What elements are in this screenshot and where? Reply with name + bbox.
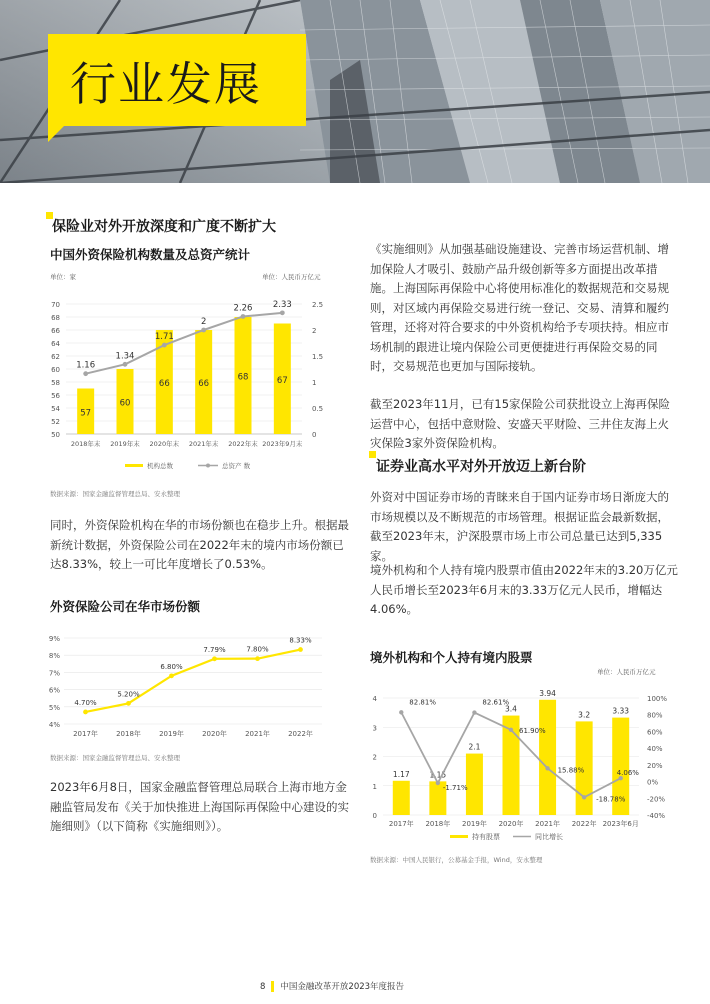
bar-value-label: 3.2 <box>578 710 591 720</box>
y-left-tick-label: 64 <box>51 340 60 348</box>
chart3-source: 数据来源：中国人民银行，公募基金手报，Wind，安永整理 <box>370 856 543 864</box>
y-left-tick-label: 54 <box>51 405 60 413</box>
y-left-tick-label: 62 <box>51 353 60 361</box>
line-value-label: 5.20% <box>117 690 140 699</box>
line-value-label: 15.88% <box>557 766 585 775</box>
right-paragraph-2 <box>370 395 680 458</box>
bar-value-label: 57 <box>80 408 92 419</box>
y-right-tick-label: 0.5 <box>312 405 324 413</box>
bar-value-label: 3.33 <box>612 706 630 716</box>
x-tick-label: 2019年 <box>462 820 487 828</box>
chart1-unit-left: 单位：家 <box>50 273 76 281</box>
chart-insurance-institutions <box>30 290 330 480</box>
y-right-tick-label: 2 <box>312 327 317 335</box>
point-yoy-growth <box>436 781 440 785</box>
chart1-title: 中国外资保险机构数量及总资产统计 <box>50 247 251 262</box>
x-tick-label: 2023年6月 <box>602 820 639 828</box>
y-right-tick-label: 0 <box>312 431 317 439</box>
y-right-tick-label: 2.5 <box>312 301 324 309</box>
point-assets <box>123 362 128 367</box>
line-value-label: 6.80% <box>160 662 183 671</box>
legend-swatch-bar <box>125 464 143 467</box>
point-assets <box>241 314 246 319</box>
right-paragraph-2-text: 截至2023年11月，已有15家保险公司获批设立上海再保险运营中心，包括中意财险、安盛天平财险、三井住友海上火灾保险3家外资保险机构。 <box>370 397 671 450</box>
right-paragraph-3-text: 外资对中国证券市场的青睐来自于国内证券市场日渐庞大的市场规模以及不断规范的市场管理。根据证监会最新数据，截至2023年末，沪深股票市场上市公司总量已达到5,335家。 <box>370 490 669 563</box>
footer-text: 中国金融改革开放2023年度报告 <box>280 982 405 992</box>
x-tick-label: 2020年 <box>498 820 524 828</box>
y-right-tick-label: 80% <box>647 711 663 720</box>
line-value-label: 2.33 <box>272 299 292 310</box>
point-assets <box>280 310 285 315</box>
x-tick-label: 2018年 <box>116 730 141 738</box>
bar-value-label: 3.4 <box>505 704 517 714</box>
point-market-share <box>212 656 217 661</box>
chart3-title: 境外机构和个人持有境内股票 <box>370 650 533 665</box>
line-value-label: 1.16 <box>76 360 96 371</box>
point-market-share <box>255 656 260 661</box>
legend-swatch-point <box>206 464 210 468</box>
y-tick-label: 9% <box>48 635 60 643</box>
chart2-source: 数据来源：国家金融监督管理总局、安永整理 <box>50 754 180 762</box>
point-market-share <box>298 647 303 652</box>
line-market-share <box>86 650 301 712</box>
right-paragraph-4 <box>370 561 680 624</box>
point-yoy-growth <box>545 766 549 770</box>
line-value-label: 4.70% <box>74 698 97 707</box>
y-tick-label: 7% <box>48 669 60 678</box>
line-value-label: 82.81% <box>409 698 436 707</box>
title-box-notch <box>48 126 64 142</box>
left-paragraph-2 <box>50 778 350 841</box>
y-left-tick-label: 1 <box>372 782 377 791</box>
chart1-unit-right: 单位：人民币万亿元 <box>262 273 321 281</box>
x-tick-label: 2019年 <box>159 730 184 738</box>
section-title-insurance: 保险业对外开放深度和广度不断扩大 <box>52 219 276 235</box>
point-market-share <box>83 710 88 715</box>
legend-label-bar: 机构总数 <box>147 462 173 470</box>
point-assets <box>201 328 206 333</box>
x-tick-label: 2022年 <box>288 730 313 738</box>
line-value-label: 1.71 <box>154 332 174 343</box>
y-right-tick-label: 60% <box>647 728 663 737</box>
y-right-tick-label: 1.5 <box>312 353 324 361</box>
y-left-tick-label: 4 <box>372 695 377 703</box>
page-number: 8 <box>260 982 266 992</box>
y-left-tick-label: 66 <box>51 327 60 335</box>
x-tick-label: 2022年末 <box>228 440 258 448</box>
right-paragraph-1-text: 《实施细则》从加强基础设施建设、完善市场运营机制、增加保险人才吸引、鼓励产品升级创新等多方面提出改革措施。上海国际再保险中心将使用标准化的数据规范和交易规则，对区域内再保险交易进行统一登记、交易、清算和履约管理，还将对符合要求的中外资机构给予专项扶持。相应市场机制的跟进让境内保险公司更便捷进行再保险交易的同时，交易规范也更加与国际接轨。 <box>370 242 669 373</box>
line-value-label: 61.90% <box>519 726 546 735</box>
bar-value-label: 1.15 <box>429 770 447 780</box>
y-left-tick-label: 56 <box>51 392 60 400</box>
bar-value-label: 60 <box>119 398 131 409</box>
y-right-tick-label: -20% <box>647 795 666 804</box>
bar-holdings <box>539 700 556 815</box>
right-paragraph-3 <box>370 488 680 570</box>
legend-label-bar: 持有股票 <box>472 833 500 841</box>
chart-market-share <box>30 628 330 743</box>
section-title-securities: 证券业高水平对外开放迈上新台阶 <box>376 459 586 475</box>
x-tick-label: 2020年末 <box>149 440 180 448</box>
right-paragraph-4-text: 境外机构和个人持有境内股票市值由2022年末的3.20万亿元人民币增长至2023年6月末的3.33万亿元人民币，增幅达4.06%。 <box>370 563 678 616</box>
left-paragraph-1 <box>50 516 350 579</box>
chart3-unit: 单位：人民币万亿元 <box>597 668 656 676</box>
line-value-label: 1.34 <box>115 351 135 362</box>
y-left-tick-label: 60 <box>51 366 60 374</box>
point-yoy-growth <box>582 795 586 799</box>
point-assets <box>162 343 167 348</box>
y-right-tick-label: 40% <box>647 745 663 754</box>
point-market-share <box>169 673 174 678</box>
point-yoy-growth <box>472 710 476 714</box>
legend-label-line: 同比增长 <box>535 833 563 841</box>
y-left-tick-label: 68 <box>51 314 60 322</box>
bar-value-label: 66 <box>158 379 170 389</box>
x-tick-label: 2020年 <box>202 730 227 738</box>
section-marker <box>369 451 376 458</box>
line-value-label: 2 <box>200 317 207 327</box>
line-value-label: 2.26 <box>233 303 253 314</box>
page-footer <box>260 980 404 992</box>
chart1-source: 数据来源：国家金融监督管理总局、安永整理 <box>50 490 180 498</box>
y-right-tick-label: 0% <box>647 778 659 787</box>
point-market-share <box>126 701 131 706</box>
y-right-tick-label: 100% <box>647 695 668 703</box>
x-tick-label: 2021年末 <box>188 440 219 448</box>
point-assets <box>83 371 88 376</box>
y-tick-label: 5% <box>48 703 60 712</box>
y-right-tick-label: 1 <box>312 379 317 387</box>
x-tick-label: 2019年末 <box>110 440 140 448</box>
bar-holdings <box>393 781 410 815</box>
bar-value-label: 3.94 <box>539 688 556 698</box>
bar-value-label: 67 <box>276 375 288 386</box>
x-tick-label: 2022年 <box>571 820 597 828</box>
page-title: 行业发展 <box>70 57 262 111</box>
line-value-label: 4.06% <box>616 769 639 778</box>
y-left-tick-label: 3 <box>372 724 377 733</box>
y-right-tick-label: -40% <box>647 812 666 820</box>
bar-value-label: 68 <box>237 372 249 383</box>
x-tick-label: 2018年末 <box>70 440 101 448</box>
point-yoy-growth <box>399 710 403 714</box>
bar-value-label: 2.1 <box>468 742 481 752</box>
bar-value-label: 1.17 <box>392 769 410 779</box>
y-left-tick-label: 0 <box>372 812 377 820</box>
line-value-label: 8.33% <box>289 636 312 645</box>
y-left-tick-label: 52 <box>51 418 60 426</box>
left-paragraph-2-text: 2023年6月8日，国家金融监督管理总局联合上海市地方金融监管局发布《关于加快推进上海国际再保险中心建设的实施细则》（以下简称《实施细则》）。 <box>50 780 349 833</box>
y-left-tick-label: 2 <box>372 753 377 762</box>
page-title-box <box>48 34 306 126</box>
left-paragraph-1-text: 同时，外资保险机构在华的市场份额也在稳步上升。根据最新统计数据，外资保险公司在2022年末的境内市场份额已达8.33%，较上一可比年度增长了0.53%。 <box>50 518 349 571</box>
line-value-label: -18.78% <box>596 795 626 804</box>
x-tick-label: 2023年9月末 <box>262 440 303 448</box>
line-value-label: -1.71% <box>442 784 468 793</box>
y-left-tick-label: 70 <box>51 301 60 309</box>
y-tick-label: 8% <box>48 652 60 661</box>
x-tick-label: 2017年 <box>388 820 414 828</box>
y-tick-label: 4% <box>48 721 60 729</box>
bar-holdings <box>466 754 483 815</box>
footer-bar <box>271 981 274 992</box>
hero-banner <box>0 0 710 183</box>
x-tick-label: 2021年 <box>535 820 560 828</box>
chart-foreign-holdings <box>365 680 685 850</box>
bar-value-label: 66 <box>198 379 210 389</box>
line-value-label: 7.80% <box>246 645 269 654</box>
x-tick-label: 2017年 <box>73 730 98 738</box>
y-right-tick-label: 20% <box>647 761 663 770</box>
x-tick-label: 2018年 <box>425 820 451 828</box>
x-tick-label: 2021年 <box>245 730 270 738</box>
right-paragraph-1 <box>370 240 680 381</box>
line-value-label: 82.61% <box>482 698 510 707</box>
y-tick-label: 6% <box>48 686 60 695</box>
chart2-title: 外资保险公司在华市场份额 <box>50 599 201 614</box>
legend-label-line: 总资产 数 <box>222 462 251 470</box>
y-left-tick-label: 58 <box>51 379 60 387</box>
line-value-label: 7.79% <box>203 645 226 654</box>
legend-swatch-bar <box>450 835 468 838</box>
y-left-tick-label: 50 <box>51 431 60 439</box>
point-yoy-growth <box>509 728 513 732</box>
